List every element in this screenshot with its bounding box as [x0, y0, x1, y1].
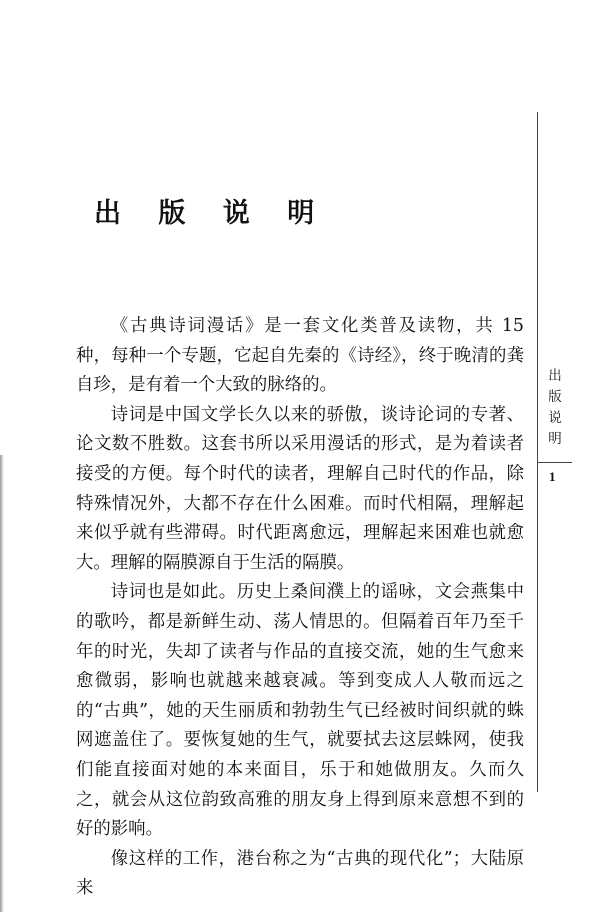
running-title-char: 出	[548, 368, 562, 384]
paragraph: 《古典诗词漫话》是一套文化类普及读物，共 15 种，每种一个专题，它起自先秦的《诗经》，终于晚清的龚自珍，是有着一个大致的脉络的。	[76, 316, 524, 396]
running-title-char: 说	[548, 410, 562, 426]
running-section-title	[546, 366, 564, 450]
paragraph: 诗词也是如此。历史上桑间濮上的谣咏，文会燕集中的歌吟，都是新鲜生动、荡人情思的。但隔着百年乃至千年的时光，失却了读者与作品的直接交流，她的生气愈来愈微弱，影响也就越来越衰减。等到变成人人敬而远之的“古典”，她的天生丽质和勃勃生气已经被时间织就的蛛网遮盖住了。要恢复她的生气，就要拭去这层蛛网，使我们能直接面对她的本来面目，乐于和她做朋友。久而久之，就会从这位韵致高雅的朋友身上得到原来意想不到的好的影响。	[76, 582, 524, 840]
page-number: 1	[549, 469, 556, 484]
running-title-char: 明	[548, 431, 562, 447]
running-title-char: 版	[548, 389, 562, 405]
paragraph: 像这样的工作，港台称之为“古典的现代化”；大陆原来	[76, 848, 524, 899]
chapter-title: 出 版 说 明	[94, 198, 329, 229]
body-text	[76, 312, 524, 904]
paragraph: 诗词是中国文学长久以来的骄傲，谈诗论词的专著、论文数不胜数。这套书所以采用漫话的形式，是为着读者接受的方便。每个时代的读者，理解自己时代的作品，除特殊情况外，大都不存在什么困难。而时代相隔，理解起来似乎就有些滞碍。时代距离愈远，理解起来困难也就愈大。理解的隔膜源自于生活的隔膜。	[76, 404, 524, 573]
page-left-edge	[0, 455, 4, 912]
margin-rule	[537, 112, 538, 792]
page-number-rule	[537, 462, 572, 463]
